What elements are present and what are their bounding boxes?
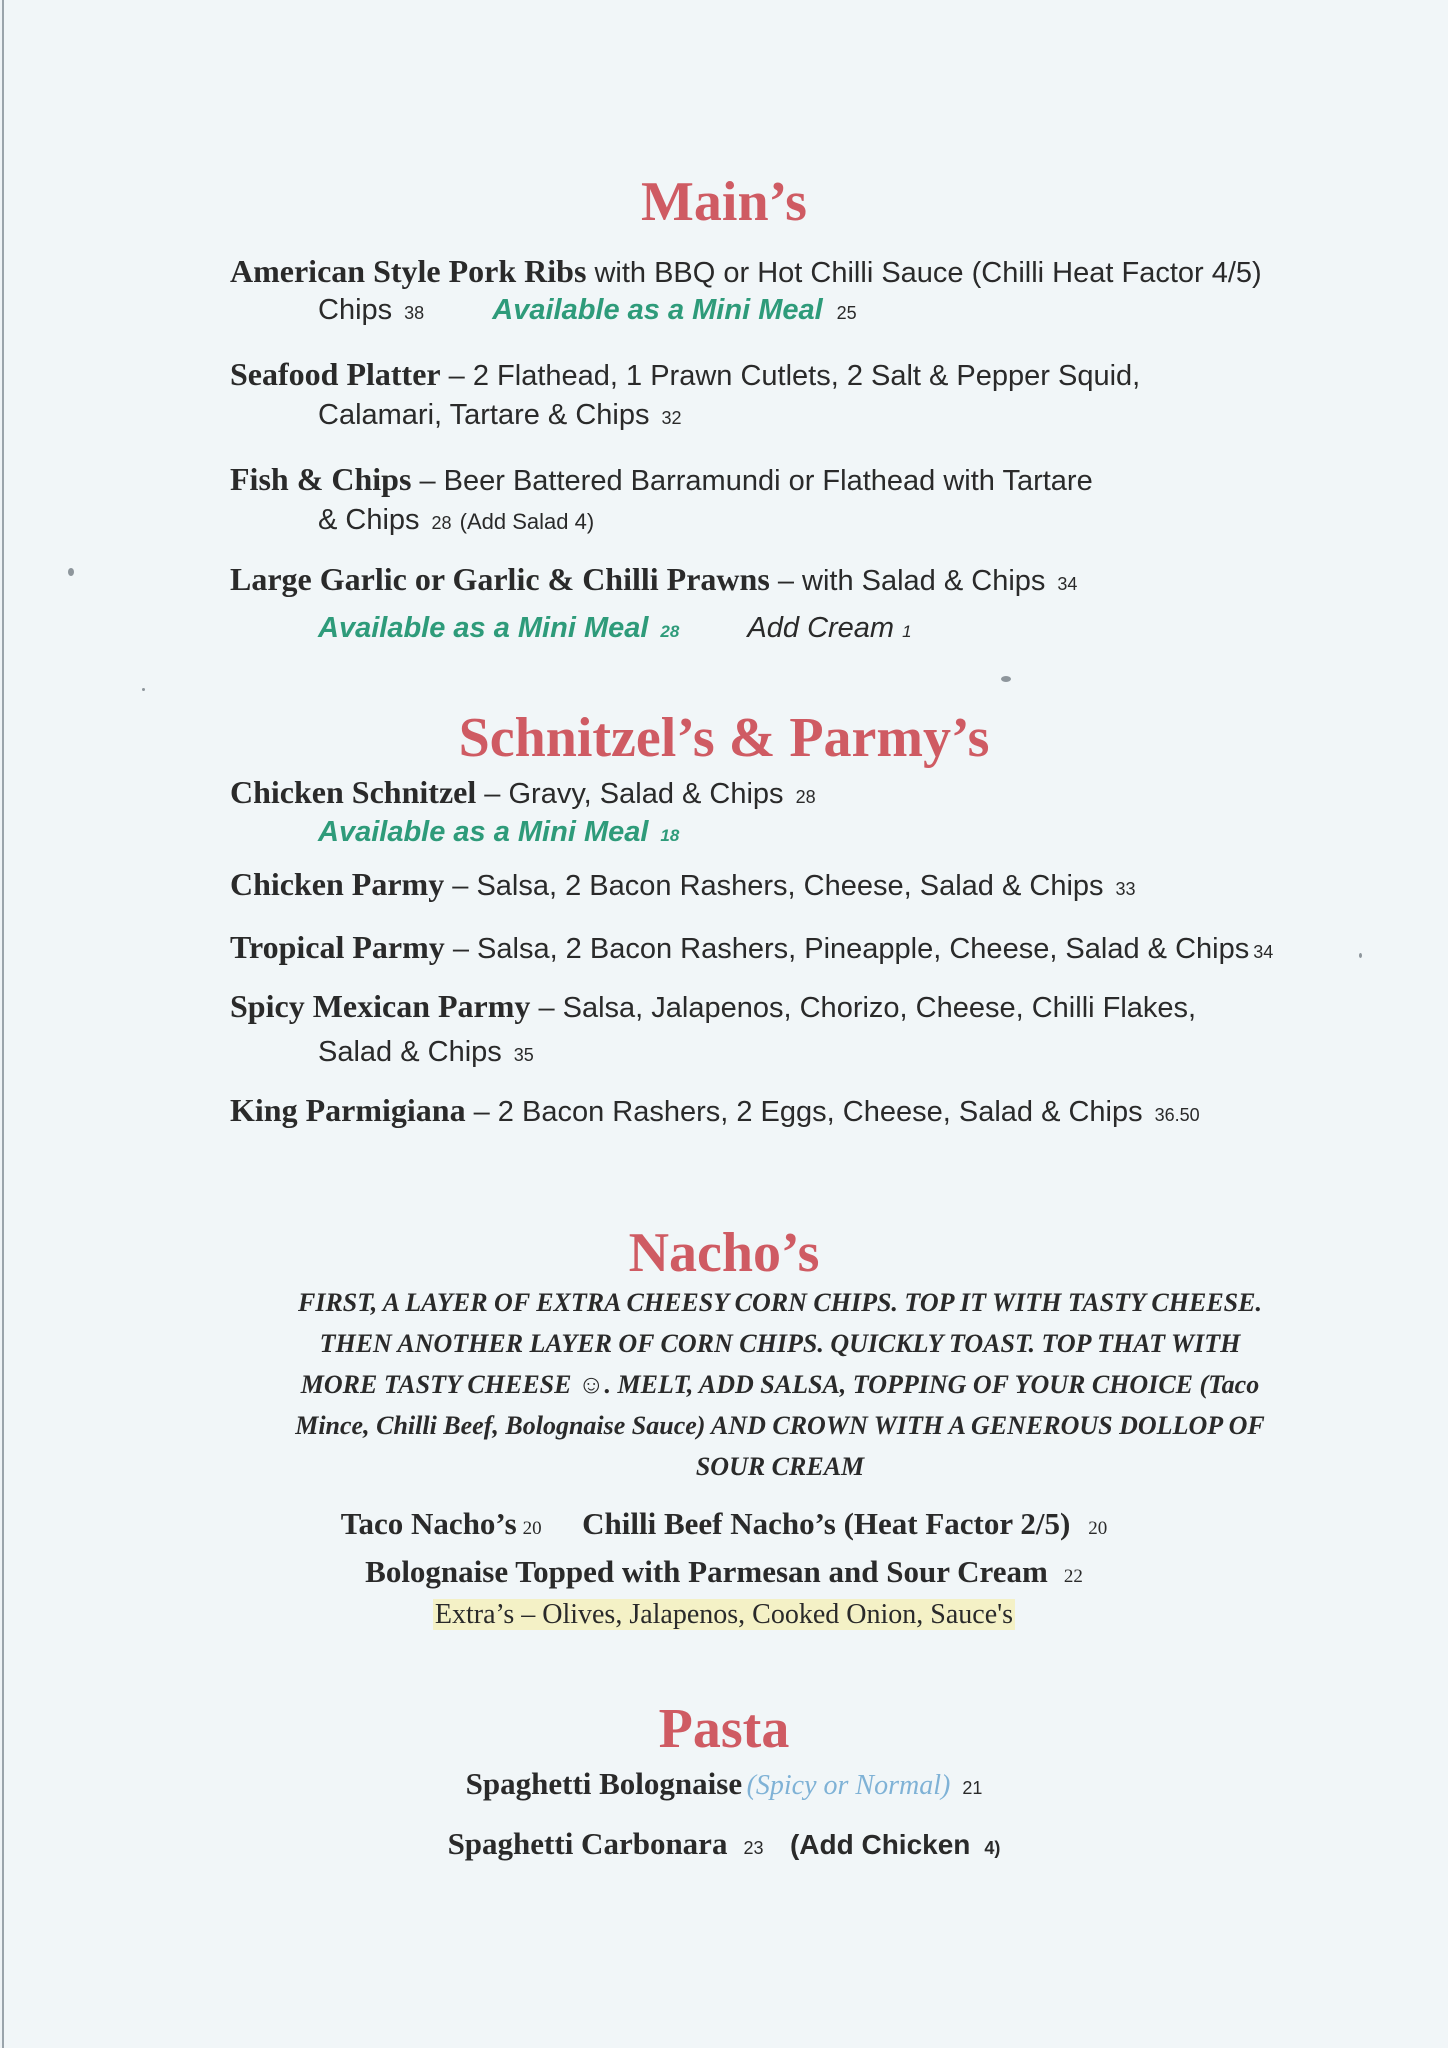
item-price: 38 [404, 303, 425, 323]
pasta-bolognaise-row [0, 1764, 1448, 1810]
item-price: 28 [431, 513, 452, 533]
nachos-extras-row [0, 1597, 1448, 1637]
item-price: 36.50 [1154, 1105, 1200, 1125]
add-cream-price: 1 [902, 622, 912, 641]
menu-item-garlic-prawns-cont [318, 610, 912, 650]
menu-item-pork-ribs-cont [318, 292, 857, 331]
item-description: – Salsa, Jalapenos, Chorizo, Cheese, Chilli Flakes, [530, 992, 1197, 1024]
menu-item-spicy-mexican-parmy [230, 988, 1196, 1026]
item-description: – Beer Battered Barramundi or Flathead with Tartare [411, 465, 1093, 497]
item-name: Large Garlic or Garlic & Chilli Prawns [230, 561, 770, 597]
item-description: – Salsa, 2 Bacon Rashers, Pineapple, Cheese, Salad & Chips [444, 933, 1250, 965]
item-description: – Gravy, Salad & Chips [476, 778, 784, 810]
item-description-cont: Salad & Chips [318, 1036, 502, 1068]
item-price: 34 [1253, 942, 1274, 962]
item-name: Tropical Parmy [230, 929, 445, 965]
menu-item-fish-and-chips [230, 461, 1093, 499]
nachos-description [230, 1282, 1330, 1487]
menu-item-chicken-parmy [230, 866, 1136, 907]
mini-meal-price: 25 [836, 303, 857, 323]
item-description: – 2 Flathead, 1 Prawn Cutlets, 2 Salt & Pepper Squid, [440, 360, 1141, 392]
item-description: with BBQ or Hot Chilli Sauce (Chilli Heat Factor 4/5) [586, 257, 1262, 289]
scan-speck [68, 568, 74, 576]
chilli-beef-nachos-name: Chilli Beef Nacho’s (Heat Factor 2/5) [582, 1506, 1071, 1541]
pasta-heading: Pasta [658, 1698, 790, 1760]
nachos-description-line: FIRST, A LAYER OF EXTRA CHEESY CORN CHIPS. TOP IT WITH TASTY CHEESE. [298, 1288, 1262, 1317]
menu-item-seafood-platter [230, 356, 1140, 394]
mini-meal-price: 18 [660, 826, 680, 845]
taco-nachos-price: 20 [522, 1518, 542, 1539]
add-chicken-label: (Add Chicken [789, 1829, 971, 1860]
menu-item-chicken-schnitzel [230, 774, 816, 815]
mini-meal-label: Available as a Mini Meal [318, 612, 649, 644]
nachos-description-line: THEN ANOTHER LAYER OF CORN CHIPS. QUICKLY TOAST. TOP THAT WITH [319, 1329, 1241, 1358]
chilli-beef-nachos-price: 20 [1088, 1518, 1108, 1539]
item-name: Seafood Platter [230, 356, 441, 392]
scan-speck [1001, 676, 1011, 682]
pasta-carbonara-row [0, 1824, 1448, 1870]
scan-speck [142, 688, 145, 691]
nachos-items-row [0, 1504, 1448, 1550]
bolognaise-nachos-price: 22 [1063, 1566, 1083, 1587]
item-price: 33 [1115, 879, 1136, 899]
spaghetti-carbonara-name: Spaghetti Carbonara [447, 1826, 728, 1861]
menu-item-garlic-prawns [230, 561, 1077, 602]
add-cream-label: Add Cream [747, 612, 895, 644]
spaghetti-bolognaise-name: Spaghetti Bolognaise [465, 1766, 743, 1801]
item-description-cont: & Chips [318, 504, 420, 536]
item-price: 28 [795, 787, 816, 807]
mains-heading: Main’s [641, 171, 807, 233]
schnitzels-heading: Schnitzel’s & Parmy’s [458, 707, 990, 769]
menu-item-spicy-mexican-parmy-cont [318, 1034, 534, 1073]
item-description-cont: Chips [318, 294, 393, 326]
taco-nachos-name: Taco Nacho’s [340, 1506, 517, 1541]
item-price: 32 [661, 408, 682, 428]
mini-meal-label: Available as a Mini Meal [318, 816, 649, 848]
item-name: American Style Pork Ribs [230, 253, 587, 289]
item-description: – 2 Bacon Rashers, 2 Eggs, Cheese, Salad & Chips [465, 1096, 1143, 1128]
nachos-extras: Extra’s – Olives, Jalapenos, Cooked Onion, Sauce's [434, 1599, 1014, 1630]
item-description: – Salsa, 2 Bacon Rashers, Cheese, Salad & Chips [444, 870, 1104, 902]
menu-item-seafood-platter-cont [318, 397, 682, 436]
item-name: Fish & Chips [230, 461, 412, 497]
spicy-or-normal-option: (Spicy or Normal) [746, 1770, 951, 1801]
nachos-bolognaise-row [0, 1552, 1448, 1598]
nachos-heading: Nacho’s [628, 1222, 820, 1284]
item-name: King Parmigiana [230, 1092, 466, 1128]
item-name: Chicken Schnitzel [230, 774, 477, 810]
menu-item-pork-ribs [230, 253, 1262, 291]
bolognaise-nachos-name: Bolognaise Topped with Parmesan and Sour Cream [365, 1554, 1048, 1589]
item-description-cont: Calamari, Tartare & Chips [318, 399, 650, 431]
item-price: 34 [1057, 574, 1078, 594]
nachos-description-line: MORE TASTY CHEESE ☺. MELT, ADD SALSA, TOPPING OF YOUR CHOICE (Taco [300, 1370, 1260, 1399]
mini-meal-price: 28 [660, 622, 680, 641]
menu-item-king-parmigiana [230, 1092, 1200, 1133]
scan-speck [1359, 953, 1362, 958]
add-salad-note: (Add Salad 4) [459, 509, 595, 534]
spaghetti-carbonara-price: 23 [743, 1838, 764, 1858]
mini-meal-label: Available as a Mini Meal [492, 294, 823, 326]
spaghetti-bolognaise-price: 21 [962, 1778, 983, 1798]
nachos-description-line: Mince, Chilli Beef, Bolognaise Sauce) AND CROWN WITH A GENEROUS DOLLOP OF [295, 1411, 1265, 1440]
item-description: – with Salad & Chips [769, 565, 1046, 597]
add-chicken-price: 4) [984, 1838, 1001, 1858]
item-name: Spicy Mexican Parmy [230, 988, 531, 1024]
nachos-description-line: SOUR CREAM [695, 1452, 865, 1481]
menu-item-fish-and-chips-cont [318, 502, 594, 541]
menu-item-tropical-parmy [230, 929, 1273, 970]
item-name: Chicken Parmy [230, 866, 445, 902]
menu-item-chicken-schnitzel-cont [318, 814, 679, 854]
item-price: 35 [513, 1045, 534, 1065]
